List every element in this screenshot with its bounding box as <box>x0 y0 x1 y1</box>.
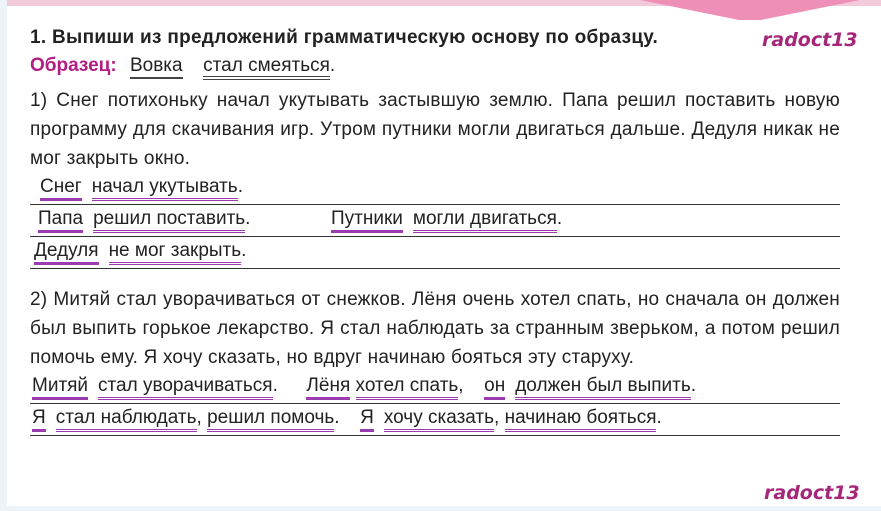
answer-predicate: хочу сказать <box>384 407 494 432</box>
answer-end: . <box>556 208 563 229</box>
answer-end: . <box>237 176 243 197</box>
answer-subject: Дедуля <box>34 240 99 265</box>
part2-text: 2) Митяй стал уворачиваться от снежков. Лёня очень хотел спать, но сначала он должен был выпить горькое лекарство. Я стал наблюдать за странным зверьком, а потом решил помочь ему. Я хочу сказать, но вдруг начинаю бояться эту старуху. <box>30 289 840 368</box>
task-heading: 1. Выпиши из предложений грамматическую основу по образцу. <box>30 27 659 48</box>
answer-subject: Снег <box>40 176 82 201</box>
answer-end: . <box>690 375 697 396</box>
answer-subject: Митяй <box>32 375 88 400</box>
answer-predicate: не мог закрыть <box>109 240 242 265</box>
answer-predicate: стал уворачиваться <box>98 375 273 400</box>
watermark-top: radoct13 <box>762 29 858 51</box>
answer-line[interactable] <box>30 372 840 404</box>
answer-end: . <box>656 407 662 428</box>
answer-end: . <box>245 208 251 229</box>
answer-end: . <box>241 240 247 261</box>
answer-line[interactable] <box>30 205 840 237</box>
watermark-bottom: radoct13 <box>764 482 860 504</box>
answer-predicate: начинаю бояться <box>505 407 657 432</box>
answer-end: . <box>272 375 278 396</box>
answer-predicate: могли двигаться <box>413 208 557 233</box>
answer-line[interactable] <box>30 173 840 205</box>
page-left-border <box>0 0 7 511</box>
sample-subject: Вовка <box>130 55 183 79</box>
answer-subject: Путники <box>331 208 403 233</box>
answer-subject: он <box>484 375 505 400</box>
answer-subject: Я <box>32 407 46 432</box>
page-bottom-border <box>0 506 881 511</box>
answer-end: . <box>334 407 340 428</box>
answer-end: , <box>494 407 500 428</box>
answer-subject: Папа <box>38 208 83 233</box>
answer-subject: Я <box>360 407 374 432</box>
answer-predicate: стал наблюдать <box>56 407 197 432</box>
answer-predicate: должен был выпить <box>515 375 691 400</box>
sample-end: . <box>329 55 336 76</box>
page-top-border <box>0 0 881 22</box>
answer-subject: Лёня <box>306 375 350 400</box>
answer-predicate: хотел спать <box>356 375 459 400</box>
answer-line[interactable] <box>30 237 840 269</box>
answer-end: , <box>458 375 464 396</box>
answer-line[interactable] <box>30 404 840 436</box>
sample-label: Образец: <box>30 55 117 76</box>
part1-text: 1) Снег потихоньку начал укутывать застывшую землю. Папа решил поставить новую программу для скачивания игр. Утром путники могли двигаться дальше. Дедуля никак не мог закрыть окно. <box>30 90 840 169</box>
top-tab-decoration <box>640 0 860 20</box>
answer-predicate: решил поставить <box>93 208 245 233</box>
answer-predicate: решил помочь <box>207 407 334 432</box>
answer-end: , <box>196 407 202 428</box>
sample-line <box>30 54 840 80</box>
answer-predicate: начал укутывать <box>92 176 238 201</box>
exercise <box>30 26 840 436</box>
sample-predicate: стал смеяться <box>203 55 330 80</box>
